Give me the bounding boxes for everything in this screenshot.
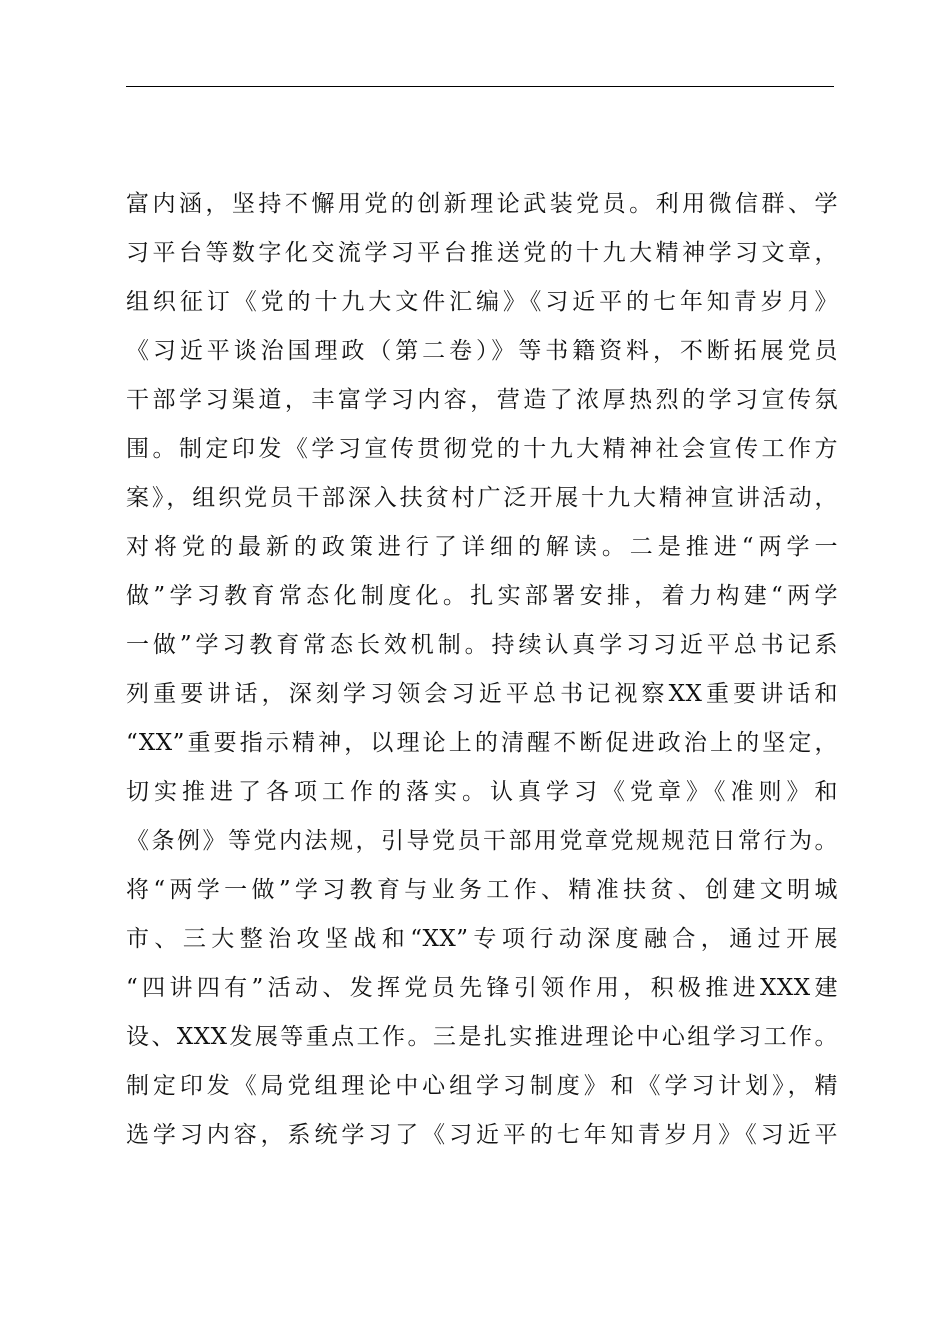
text-line: 设、XXX发展等重点工作。三是扎实推进理论中心组学习工作。 bbox=[126, 1024, 838, 1050]
text-line: 《习近平谈治国理政（第二卷）》等书籍资料，不断拓展党员 bbox=[126, 338, 838, 364]
text-line: 列重要讲话，深刻学习领会习近平总书记视察XX重要讲话和 bbox=[126, 681, 838, 707]
text-line: 《条例》等党内法规，引导党员干部用党章党规规范日常行为。 bbox=[126, 828, 838, 854]
text-line: “四讲四有”活动、发挥党员先锋引领作用，积极推进XXX建 bbox=[126, 975, 838, 1001]
text-line: “XX”重要指示精神，以理论上的清醒不断促进政治上的坚定， bbox=[126, 730, 838, 756]
text-line: 围。制定印发《学习宣传贯彻党的十九大精神社会宣传工作方 bbox=[126, 436, 838, 462]
text-line: 一做”学习教育常态长效机制。持续认真学习习近平总书记系 bbox=[126, 632, 838, 658]
text-line: 选学习内容，系统学习了《习近平的七年知青岁月》《习近平 bbox=[126, 1122, 838, 1148]
text-line: 富内涵，坚持不懈用党的创新理论武装党员。利用微信群、学 bbox=[126, 191, 838, 217]
text-line: 干部学习渠道，丰富学习内容，营造了浓厚热烈的学习宣传氛 bbox=[126, 387, 838, 413]
text-line: 做”学习教育常态化制度化。扎实部署安排，着力构建“两学 bbox=[126, 583, 838, 609]
text-line: 组织征订《党的十九大文件汇编》《习近平的七年知青岁月》 bbox=[126, 289, 838, 315]
text-line: 案》，组织党员干部深入扶贫村广泛开展十九大精神宣讲活动， bbox=[126, 485, 838, 511]
body-text bbox=[126, 180, 838, 1160]
header-rule bbox=[126, 86, 834, 87]
text-line: 制定印发《局党组理论中心组学习制度》和《学习计划》，精 bbox=[126, 1073, 838, 1099]
text-line: 市、三大整治攻坚战和“XX”专项行动深度融合，通过开展 bbox=[126, 926, 838, 952]
text-line: 将“两学一做”学习教育与业务工作、精准扶贫、创建文明城 bbox=[126, 877, 838, 903]
text-line: 对将党的最新的政策进行了详细的解读。二是推进“两学一 bbox=[126, 534, 838, 560]
text-line: 切实推进了各项工作的落实。认真学习《党章》《准则》和 bbox=[126, 779, 838, 805]
text-line: 习平台等数字化交流学习平台推送党的十九大精神学习文章， bbox=[126, 240, 838, 266]
